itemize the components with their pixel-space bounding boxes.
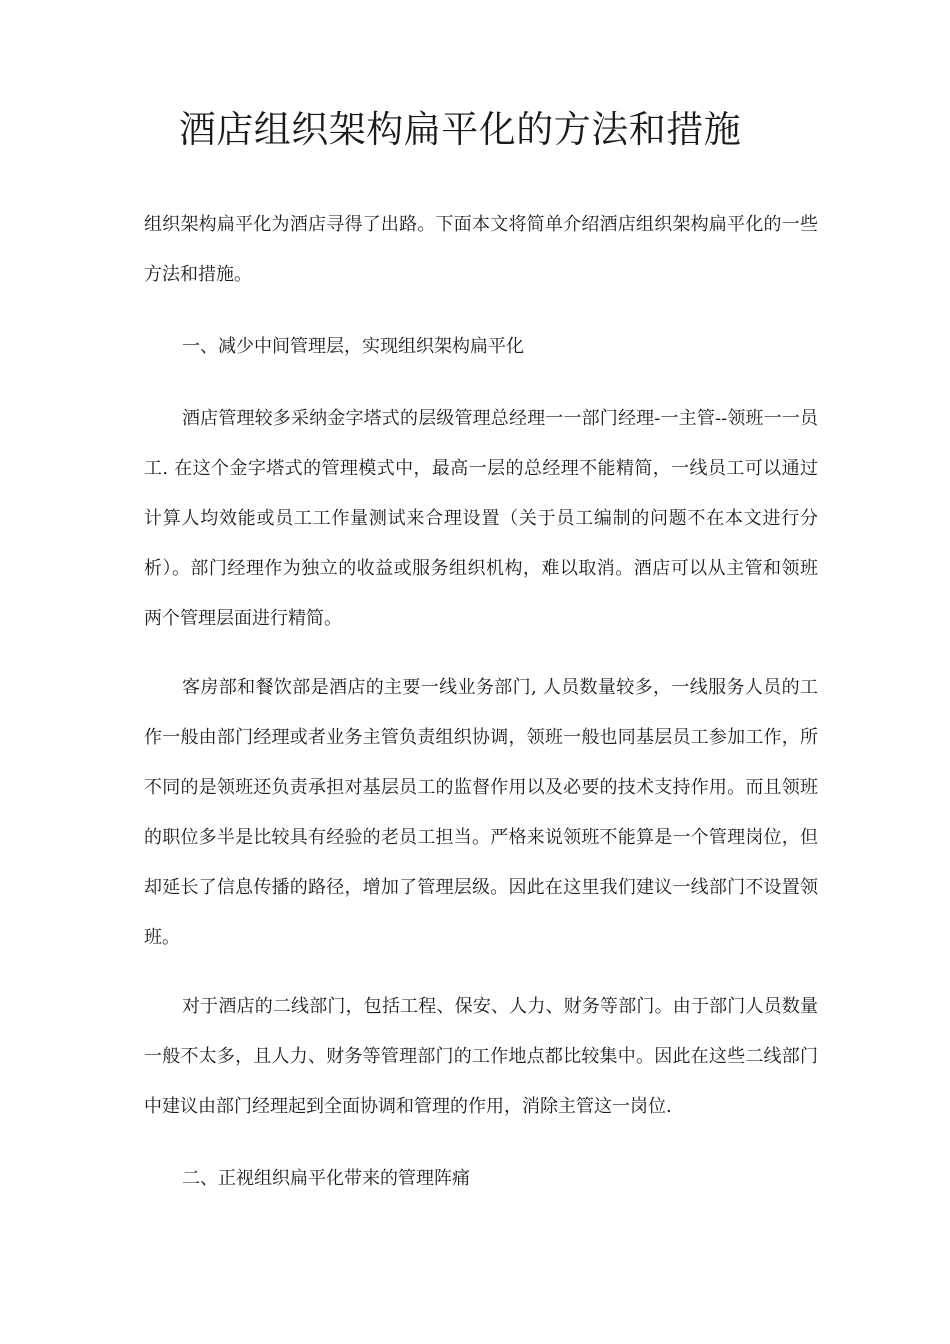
section-heading-2: 二、正视组织扁平化带来的管理阵痛 [182,1168,470,1189]
document-title: 酒店组织架构扁平化的方法和措施 [178,108,742,151]
body-paragraph-1: 酒店管理较多采纳金字塔式的层级管理总经理一一部门经理-一主管--领班一一员工. 在这个金字塔式的管理模式中，最高一层的总经理不能精简，一线员工可以通过计算人均效能或员工工作量测试来合理设置（关于员工编制的问题不在本文进行分析）。部门经理作为独立的收益或服务组织机构，难以取消。酒店可以从主管和领班两个管理层面进行精简。 [144,408,818,629]
body-paragraph-3: 对于酒店的二线部门，包括工程、保安、人力、财务等部门。由于部门人员数量一般不太多，且人力、财务等管理部门的工作地点都比较集中。因此在这些二线部门中建议由部门经理起到全面协调和管理的作用，消除主管这一岗位. [144,996,818,1117]
intro-paragraph: 组织架构扁平化为酒店寻得了出路。下面本文将简单介绍酒店组织架构扁平化的一些方法和措施。 [144,214,818,285]
section-heading-1: 一、减少中间管理层，实现组织架构扁平化 [182,336,524,357]
body-paragraph-2: 客房部和餐饮部是酒店的主要一线业务部门, 人员数量较多，一线服务人员的工作一般由部门经理或者业务主管负责组织协调，领班一般也同基层员工参加工作，所不同的是领班还负责承担对基层员工的监督作用以及必要的技术支持作用。而且领班的职位多半是比较具有经验的老员工担当。严格来说领班不能算是一个管理岗位，但却延长了信息传播的路径，增加了管理层级。因此在这里我们建议一线部门不设置领班。 [144,677,818,948]
